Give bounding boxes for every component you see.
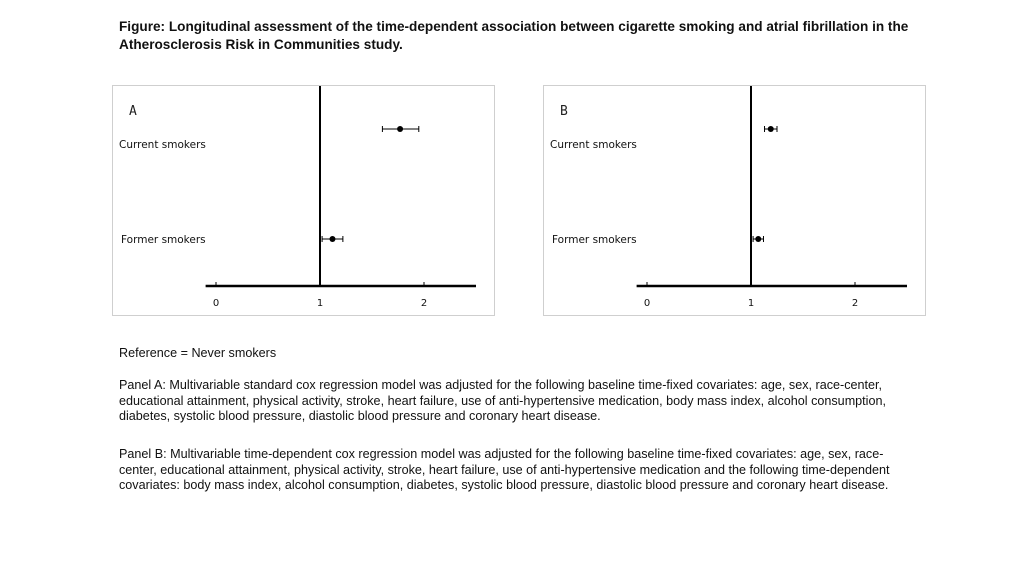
panel-a-chart (112, 85, 495, 316)
b-category-label: Former smokers (552, 234, 637, 246)
a-category-label: Former smokers (121, 234, 206, 246)
b-tick-label: 1 (747, 298, 755, 309)
b-category-label: Current smokers (550, 139, 637, 151)
a-category-label: Current smokers (119, 139, 206, 151)
reference-note: Reference = Never smokers (119, 346, 277, 360)
b-estimate-point (755, 236, 761, 242)
a-estimate-point (329, 236, 335, 242)
figure-title: Figure: Longitudinal assessment of the time-dependent association between cigarette smoking and atrial fibrillation in the Atherosclerosis Risk in Communities study. (119, 19, 909, 52)
panel-b-note: Panel B: Multivariable time-dependent cox regression model was adjusted for the following baseline time-fixed covariates: age, sex, race-center, educational attainment, physical activity, stroke, heart failure, use of anti-hypertensive medication and the following time-dependent covariates: body mass index, alcohol consumption, diabetes, systolic blood pressure, diastolic blood pressure and coronary heart disease. (119, 447, 890, 492)
b-tick-label: 2 (851, 298, 859, 309)
panel-a-note: Panel A: Multivariable standard cox regression model was adjusted for the following baseline time-fixed covariates: age, sex, race-center, educational attainment, physical activity, stroke, heart failure, use of anti-hypertensive medication, body mass index, alcohol consumption, diabetes, systolic blood pressure, diastolic blood pressure and coronary heart disease. (119, 378, 886, 423)
a-tick-label: 1 (316, 298, 324, 309)
a-estimate-point (397, 126, 403, 132)
forest-plot-b (544, 86, 927, 317)
b-estimate-point (768, 126, 774, 132)
a-tick-label: 0 (212, 298, 220, 309)
a-panel-label: A (129, 104, 137, 119)
b-panel-label: B (560, 104, 568, 119)
forest-plot-a (113, 86, 496, 317)
a-tick-label: 2 (420, 298, 428, 309)
panel-b-chart (543, 85, 926, 316)
b-tick-label: 0 (643, 298, 651, 309)
